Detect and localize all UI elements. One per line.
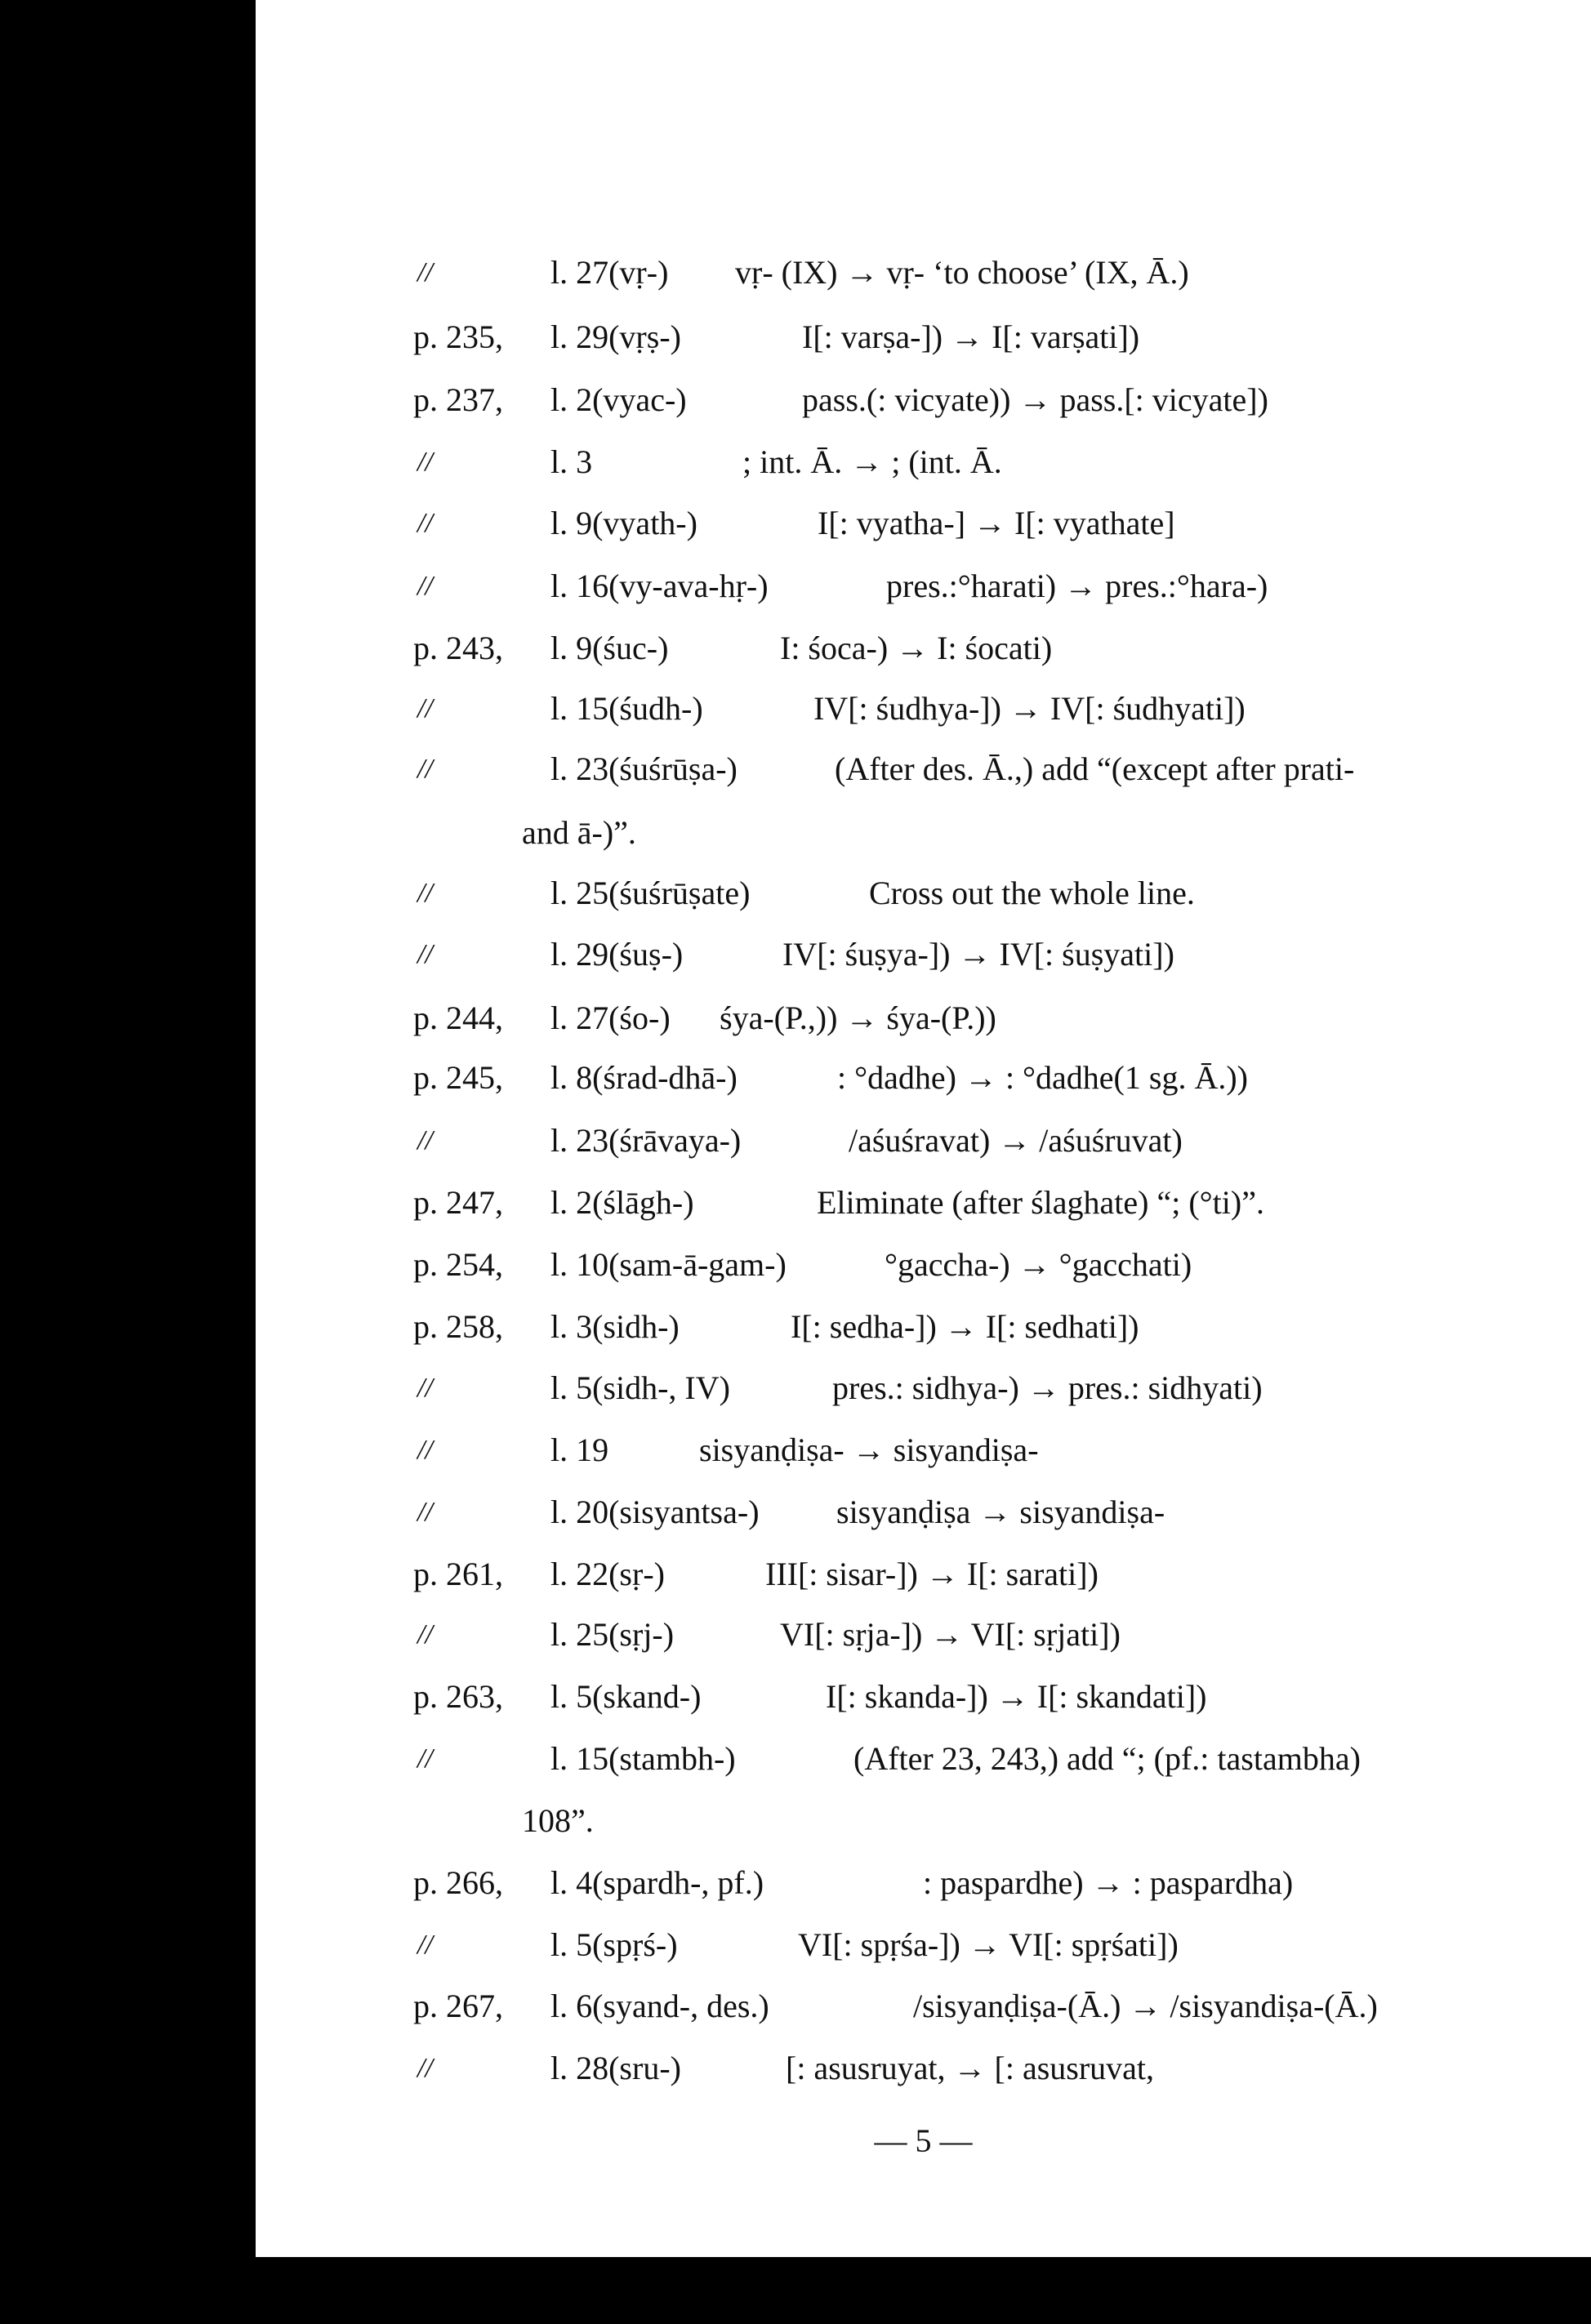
errata-entry: [256, 499, 1591, 548]
errata-entry: [256, 313, 1591, 362]
continuation-text: 108”.: [522, 1802, 594, 1839]
ditto-mark: //: [417, 571, 433, 601]
errata-entry: [256, 1734, 1591, 1783]
errata-entry-continuation: [256, 808, 1591, 857]
correction-text: I[: varṣa-]) → I[: varṣati]): [802, 318, 1140, 355]
document-page: [256, 0, 1591, 2257]
correction-text: /sisyanḍiṣa-(Ā.) → /sisyandiṣa-(Ā.): [913, 1988, 1378, 2024]
ditto-mark: //: [417, 1125, 433, 1155]
line-reference: l. 25(śuśrūṣate): [550, 875, 751, 911]
errata-entry: [256, 1053, 1591, 1102]
correction-text: pass.(: vicyate)) → pass.[: vicyate]): [802, 381, 1268, 418]
errata-entry: [256, 624, 1591, 673]
page-number: — 5 —: [874, 2122, 973, 2159]
line-reference: l. 27(vṛ-): [550, 254, 669, 291]
page-reference: p. 258,: [413, 1308, 503, 1345]
errata-entry: [256, 930, 1591, 979]
ditto-mark: //: [417, 257, 433, 287]
errata-entry: [256, 1859, 1591, 1908]
ditto-mark: //: [417, 1930, 433, 1960]
page-reference: p. 261,: [413, 1556, 503, 1592]
page-reference: p. 235,: [413, 318, 503, 355]
correction-text: IV[: śuṣya-]) → IV[: śuṣyati]): [782, 936, 1174, 973]
line-reference: l. 3(sidh-): [550, 1308, 680, 1345]
correction-text: VI[: spṛśa-]) → VI[: spṛśati]): [798, 1926, 1179, 1963]
correction-text: I: śoca-) → I: śocati): [780, 630, 1053, 666]
correction-text: /aśuśravat) → /aśuśruvat): [849, 1122, 1183, 1159]
correction-text: (After 23, 243,) add “; (pf.: tastambha): [853, 1740, 1361, 1777]
line-reference: l. 5(skand-): [550, 1678, 702, 1715]
errata-entry: [256, 994, 1591, 1043]
ditto-mark: //: [417, 1373, 433, 1403]
correction-text: I[: vyatha-] → I[: vyathate]: [818, 505, 1175, 541]
errata-entry: [256, 376, 1591, 425]
line-reference: l. 20(sisyantsa-): [550, 1494, 760, 1530]
correction-text: (After des. Ā.,) add “(except after prati-: [835, 750, 1355, 787]
line-reference: l. 23(śrāvaya-): [550, 1122, 742, 1159]
scan-border-left: [0, 0, 256, 2324]
correction-text: : °dadhe) → : °dadhe(1 sg. Ā.)): [837, 1059, 1248, 1096]
errata-entry: [256, 1240, 1591, 1289]
line-reference: l. 22(sṛ-): [550, 1556, 665, 1592]
continuation-text: and ā-)”.: [522, 814, 636, 851]
line-reference: l. 27(śo-): [550, 999, 671, 1036]
correction-text: sisyanḍiṣa → sisyandiṣa-: [836, 1494, 1165, 1530]
errata-entry: [256, 562, 1591, 611]
page-reference: p. 245,: [413, 1059, 503, 1096]
ditto-mark: //: [417, 939, 433, 969]
errata-entry: [256, 1550, 1591, 1599]
correction-text: : paspardhe) → : paspardha): [923, 1864, 1294, 1901]
errata-entry: [256, 1488, 1591, 1537]
errata-entry: [256, 869, 1591, 918]
ditto-mark: //: [417, 878, 433, 908]
correction-text: °gaccha-) → °gacchati): [885, 1246, 1192, 1283]
line-reference: l. 25(sṛj-): [550, 1616, 675, 1653]
ditto-mark: //: [417, 754, 433, 784]
page-reference: p. 243,: [413, 630, 503, 666]
errata-entry: [256, 1178, 1591, 1227]
line-reference: l. 6(syand-, des.): [550, 1988, 769, 2024]
errata-entry: [256, 1921, 1591, 1970]
line-reference: l. 23(śuśrūṣa-): [550, 750, 738, 787]
line-reference: l. 29(vṛṣ-): [550, 318, 681, 355]
line-reference: l. 9(śuc-): [550, 630, 669, 666]
correction-text: III[: sisar-]) → I[: sarati]): [765, 1556, 1099, 1592]
ditto-mark: //: [417, 1619, 433, 1650]
ditto-mark: //: [417, 447, 433, 477]
errata-entry: [256, 1302, 1591, 1351]
page-reference: p. 244,: [413, 999, 503, 1036]
errata-entry: [256, 1982, 1591, 2031]
correction-text: vṛ- (IX) → vṛ- ‘to choose’ (IX, Ā.): [735, 254, 1189, 291]
errata-entry: [256, 438, 1591, 487]
line-reference: l. 16(vy-ava-hṛ-): [550, 568, 769, 604]
line-reference: l. 5(spṛś-): [550, 1926, 678, 1963]
line-reference: l. 15(stambh-): [550, 1740, 736, 1777]
errata-entry: [256, 2044, 1591, 2093]
correction-text: I[: skanda-]) → I[: skandati]): [826, 1678, 1207, 1715]
correction-text: pres.: sidhya-) → pres.: sidhyati): [832, 1369, 1263, 1406]
ditto-mark: //: [417, 1497, 433, 1527]
errata-entry: [256, 1426, 1591, 1475]
correction-text: [: asusruyat, → [: asusruvat,: [786, 2050, 1155, 2086]
line-reference: l. 4(spardh-, pf.): [550, 1864, 764, 1901]
page-reference: p. 247,: [413, 1184, 503, 1221]
correction-text: pres.:°harati) → pres.:°hara-): [886, 568, 1268, 604]
errata-entry: [256, 1610, 1591, 1659]
ditto-mark: //: [417, 1743, 433, 1774]
correction-text: ; int. Ā. → ; (int. Ā.: [742, 443, 1002, 480]
line-reference: l. 3: [550, 443, 593, 480]
errata-entry: [256, 1364, 1591, 1413]
errata-entry: [256, 684, 1591, 733]
errata-entry: [256, 1116, 1591, 1165]
scan-border-bottom: [0, 2257, 1591, 2324]
errata-entry-continuation: [256, 1796, 1591, 1845]
errata-entry: [256, 248, 1591, 297]
line-reference: l. 5(sidh-, IV): [550, 1369, 730, 1406]
line-reference: l. 29(śuṣ-): [550, 936, 684, 973]
line-reference: l. 2(ślāgh-): [550, 1184, 694, 1221]
ditto-mark: //: [417, 508, 433, 538]
correction-text: sisyanḍiṣa- → sisyandiṣa-: [699, 1431, 1039, 1468]
ditto-mark: //: [417, 1435, 433, 1465]
line-reference: l. 19: [550, 1431, 609, 1468]
page-reference: p. 263,: [413, 1678, 503, 1715]
line-reference: l. 2(vyac-): [550, 381, 687, 418]
line-reference: l. 8(śrad-dhā-): [550, 1059, 738, 1096]
correction-text: VI[: sṛja-]) → VI[: sṛjati]): [780, 1616, 1121, 1653]
ditto-mark: //: [417, 693, 433, 723]
page-reference: p. 266,: [413, 1864, 503, 1901]
line-reference: l. 10(sam-ā-gam-): [550, 1246, 787, 1283]
correction-text: I[: sedha-]) → I[: sedhati]): [791, 1308, 1139, 1345]
correction-text: IV[: śudhya-]) → IV[: śudhyati]): [813, 690, 1246, 727]
ditto-mark: //: [417, 2053, 433, 2083]
page-reference: p. 254,: [413, 1246, 503, 1283]
errata-entry: [256, 1672, 1591, 1721]
page-reference: p. 237,: [413, 381, 503, 418]
line-reference: l. 15(śudh-): [550, 690, 703, 727]
page-reference: p. 267,: [413, 1988, 503, 2024]
correction-text: Cross out the whole line.: [869, 875, 1195, 911]
line-reference: l. 9(vyath-): [550, 505, 697, 541]
line-reference: l. 28(sru-): [550, 2050, 681, 2086]
correction-text: Eliminate (after ślaghate) “; (°ti)”.: [817, 1184, 1264, 1221]
errata-entry: [256, 745, 1591, 794]
correction-text: śya-(P.,)) → śya-(P.)): [720, 999, 996, 1036]
